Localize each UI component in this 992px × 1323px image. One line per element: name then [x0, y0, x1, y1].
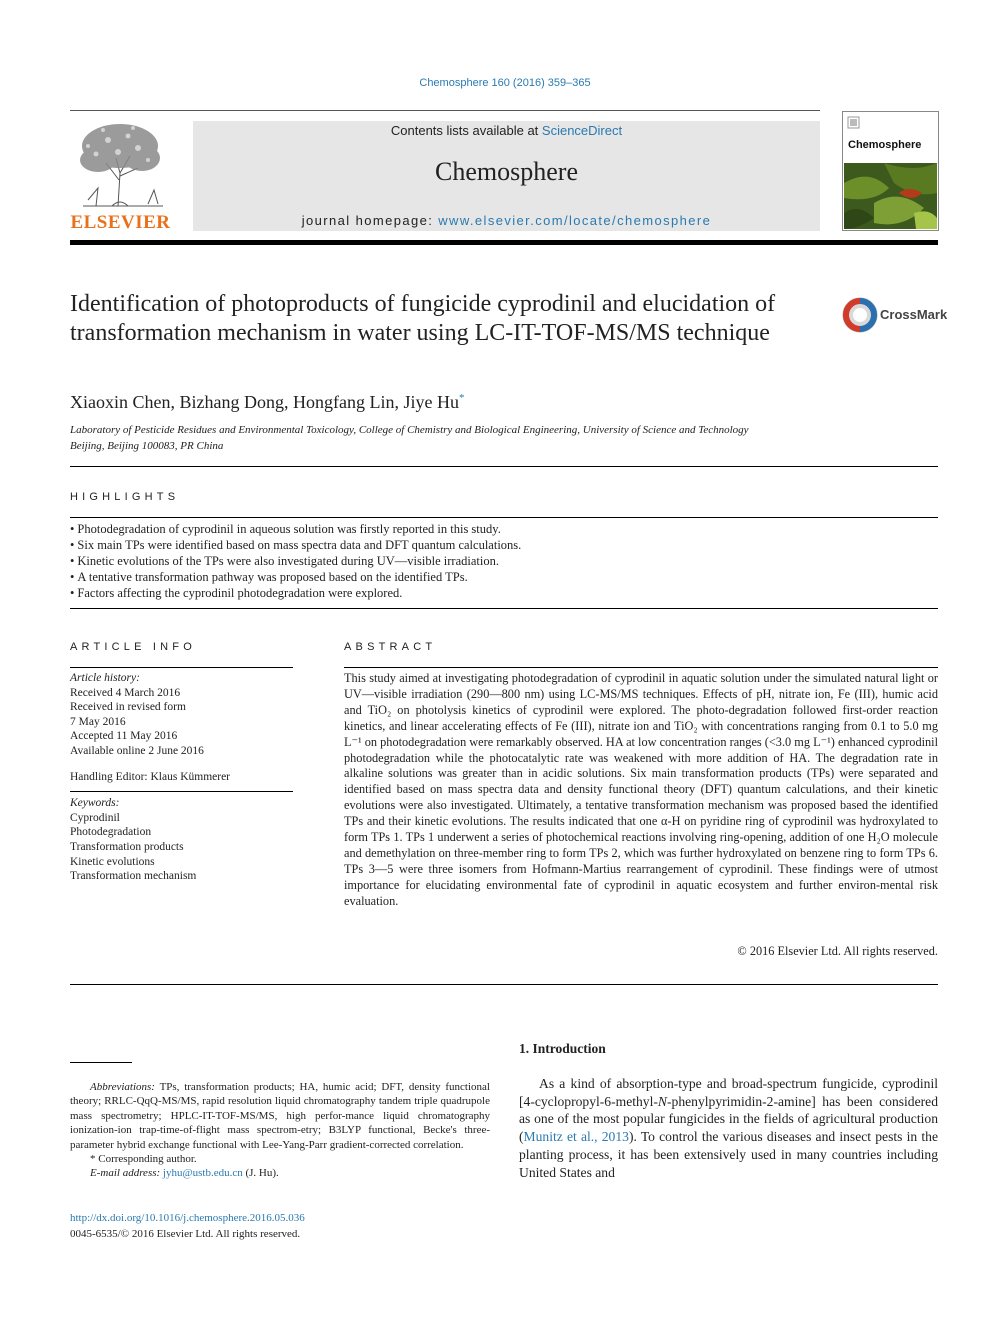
highlight-item: • Six main TPs were identified based on mass spectra data and DFT quantum calculations. — [70, 537, 940, 553]
affiliation — [70, 422, 830, 454]
introduction-paragraph — [519, 1075, 938, 1181]
contents-prefix: Contents lists available at — [390, 123, 542, 138]
journal-cover — [842, 111, 939, 231]
doi-link[interactable]: http://dx.doi.org/10.1016/j.chemosphere.2016.05.036 — [70, 1212, 305, 1224]
contents-line — [193, 123, 820, 138]
corresponding-author-mark[interactable]: * — [458, 392, 465, 404]
handling-editor: Handling Editor: Klaus Kümmerer — [70, 770, 231, 783]
highlight-item: • A tentative transformation pathway was proposed based on the identified TPs. — [70, 569, 940, 585]
history-entry: Received 4 March 2016 — [70, 686, 181, 699]
email-suffix: (J. Hu). — [242, 1167, 279, 1180]
keyword: Cyprodinil — [70, 811, 120, 824]
cover-leaf-image — [844, 163, 937, 229]
abbreviations-label: Abbreviations: — [90, 1081, 155, 1093]
intro-text-part: As a kind of absorption-type and broad-spectrum fungicide, cyprodinil [4-cyclopropyl-6-methyl- — [519, 1076, 938, 1109]
sciencedirect-link[interactable]: ScienceDirect — [541, 123, 623, 138]
doi-block — [70, 1210, 305, 1242]
reference-link[interactable]: Munitz et al., 2013 — [523, 1129, 629, 1145]
history-entry: Accepted 11 May 2016 — [70, 730, 178, 743]
email-link[interactable]: jyhu@ustb.edu.cn — [162, 1167, 243, 1180]
elsevier-logo — [68, 118, 173, 234]
footnote-rule — [70, 1062, 132, 1063]
author-list — [70, 392, 464, 413]
issn-line: 0045-6535/© 2016 Elsevier Ltd. All rights reserved. — [70, 1228, 301, 1240]
article-history-label: Article history: — [70, 672, 140, 684]
highlight-item: • Photodegradation of cyprodinil in aqueous solution was firstly reported in this study. — [70, 521, 940, 537]
history-entry: Available online 2 June 2016 — [70, 744, 204, 757]
highlights-list — [70, 521, 940, 601]
elsevier-wordmark: ELSEVIER — [70, 212, 171, 233]
abbreviations-text: TPs, transformation products; HA, humic acid; DFT, density functional theory; RRLC-QqQ-MS/MS, rapid resolution liquid chromatography tandem triple quadrupole mass spectrometry; HPLC-IT-TOF-MS/MS, high perfor-mance liquid chromatography ionization-ion trap-time-of-flight mass spectrom-etry; B3LYP functional, Becke's three-parameter hybrid exchange functional with Lee-Yang-Parr gradient-corrected correlation. — [70, 1081, 490, 1151]
abstract-text: This study aimed at investigating photodegradation of cyprodinil in aquatic solution under the simulated natural light or UV—visible irradiation (290—800 nm) using LC-MS/MS techniques. Effects of pH, nitrate ion, Fe (III), humic acid and TiO₂ on photolysis kinetics of cyprodinil were explored. The photo-degradation followed first-order reaction kinetics, and linear accelerating effects of Fe (III), nitrate ion and TiO₂ with concentrations ranging from 0.1 to 5.0 mg L⁻¹ on photodegradation were remarkably observed. HA at low concentration ranges (<3.0 mg L⁻¹) enhanced cyprodinil photodegradation while the photocatalytic rate was weakened with more addition of HA. The degradation rate in alkaline solutions was greater than in acidic solutions. Six main transformation products (TPs) were separated and identified based on mass spectra data and density functional theory (DFT) quantum calculations, and their kinetic evolutions were also investigated. Ultimately, a tentative transformation mechanism was proposed based the identified TPs and their kinetic evolutions. The results indicated that one α-H on pyridine ring of cyprodinil was hydroxylated to form TPs 1. TPs 1 underwent a series of photochemical reactions involving ring-opening, addition of one H₂O molecule and demethylation on three-member ring to form TPs 2, which was further hydroxylated on benzene ring to form TPs 6. TPs 3—5 were three isomers from Hofmann-Martius rearrangement of cyprodinil. These findings were of utmost importance for elucidating environmental fate of cyprodinil in aquatic ecosystem and further environ-mental risk evaluation. — [344, 671, 938, 908]
cover-title: Chemosphere — [848, 139, 922, 151]
keyword: Kinetic evolutions — [70, 855, 155, 868]
abbreviations-note — [70, 1080, 490, 1152]
crossmark-label: CrossMark — [880, 307, 948, 322]
intro-text-italic: N — [657, 1093, 667, 1109]
journal-homepage-link[interactable]: www.elsevier.com/locate/chemosphere — [438, 213, 712, 228]
journal-banner — [193, 121, 820, 231]
article-title: Identification of photoproducts of fungicide cyprodinil and elucidation of transformation mechanism in water using LC-IT-TOF-MS/MS technique — [70, 291, 776, 346]
journal-name: Chemosphere — [435, 157, 578, 186]
keyword: Transformation products — [70, 840, 184, 853]
email-label: E-mail address: — [90, 1167, 161, 1180]
keyword: Transformation mechanism — [70, 870, 197, 883]
email-note — [70, 1166, 490, 1180]
header-thick-rule — [70, 240, 938, 245]
introduction-heading: 1. Introduction — [519, 1041, 606, 1056]
authors-names: Xiaoxin Chen, Bizhang Dong, Hongfang Lin, Jiye Hu — [70, 392, 459, 412]
intro-text-part: -phenylpyrimidin-2-amine] has been considered as one of the most popular fungicides in the fields of agricultural production ( — [519, 1093, 938, 1145]
abstract-copyright: © 2016 Elsevier Ltd. All rights reserved. — [737, 944, 938, 958]
highlight-item: • Factors affecting the cyprodinil photodegradation were explored. — [70, 585, 940, 601]
journal-citation[interactable]: Chemosphere 160 (2016) 359–365 — [419, 77, 591, 89]
keywords-label: Keywords: — [70, 797, 120, 810]
highlight-item: • Kinetic evolutions of the TPs were also investigated during UV—visible irradiation. — [70, 553, 940, 569]
highlights-heading: HIGHLIGHTS — [70, 491, 180, 503]
abstract-rule — [344, 667, 938, 668]
header-divider — [70, 110, 820, 111]
corresponding-note: * Corresponding author. — [90, 1153, 197, 1166]
article-info — [70, 671, 295, 884]
keywords-rule — [70, 791, 293, 792]
article-info-rule — [70, 667, 293, 668]
crossmark-icon — [842, 297, 878, 333]
footnotes — [70, 1080, 490, 1181]
homepage-prefix: journal homepage: — [301, 213, 439, 228]
crossmark-badge[interactable] — [842, 297, 948, 337]
homepage-line — [193, 213, 820, 228]
affiliation-line-2: Beijing, Beijing 100083, PR China — [70, 440, 224, 452]
intro-text-part: ). To control the various diseases and insect pests in the planting process, it has been extensively used in many countries including United States and — [519, 1129, 938, 1180]
elsevier-tree-icon — [68, 118, 173, 210]
article-info-heading: ARTICLE INFO — [70, 641, 196, 653]
history-entry: 7 May 2016 — [70, 715, 126, 728]
divider-after-abstract — [70, 984, 938, 985]
highlights-rule — [70, 517, 938, 518]
keyword: Photodegradation — [70, 826, 152, 839]
history-entry: Received in revised form — [70, 701, 186, 714]
cover-emblem-icon — [847, 116, 861, 130]
divider-after-affiliation — [70, 466, 938, 467]
divider-after-highlights — [70, 608, 938, 609]
affiliation-line-1: Laboratory of Pesticide Residues and Environmental Toxicology, College of Chemistry and Biological Engineering, University of Science and Technology — [70, 424, 749, 436]
abstract-heading: ABSTRACT — [344, 641, 437, 653]
